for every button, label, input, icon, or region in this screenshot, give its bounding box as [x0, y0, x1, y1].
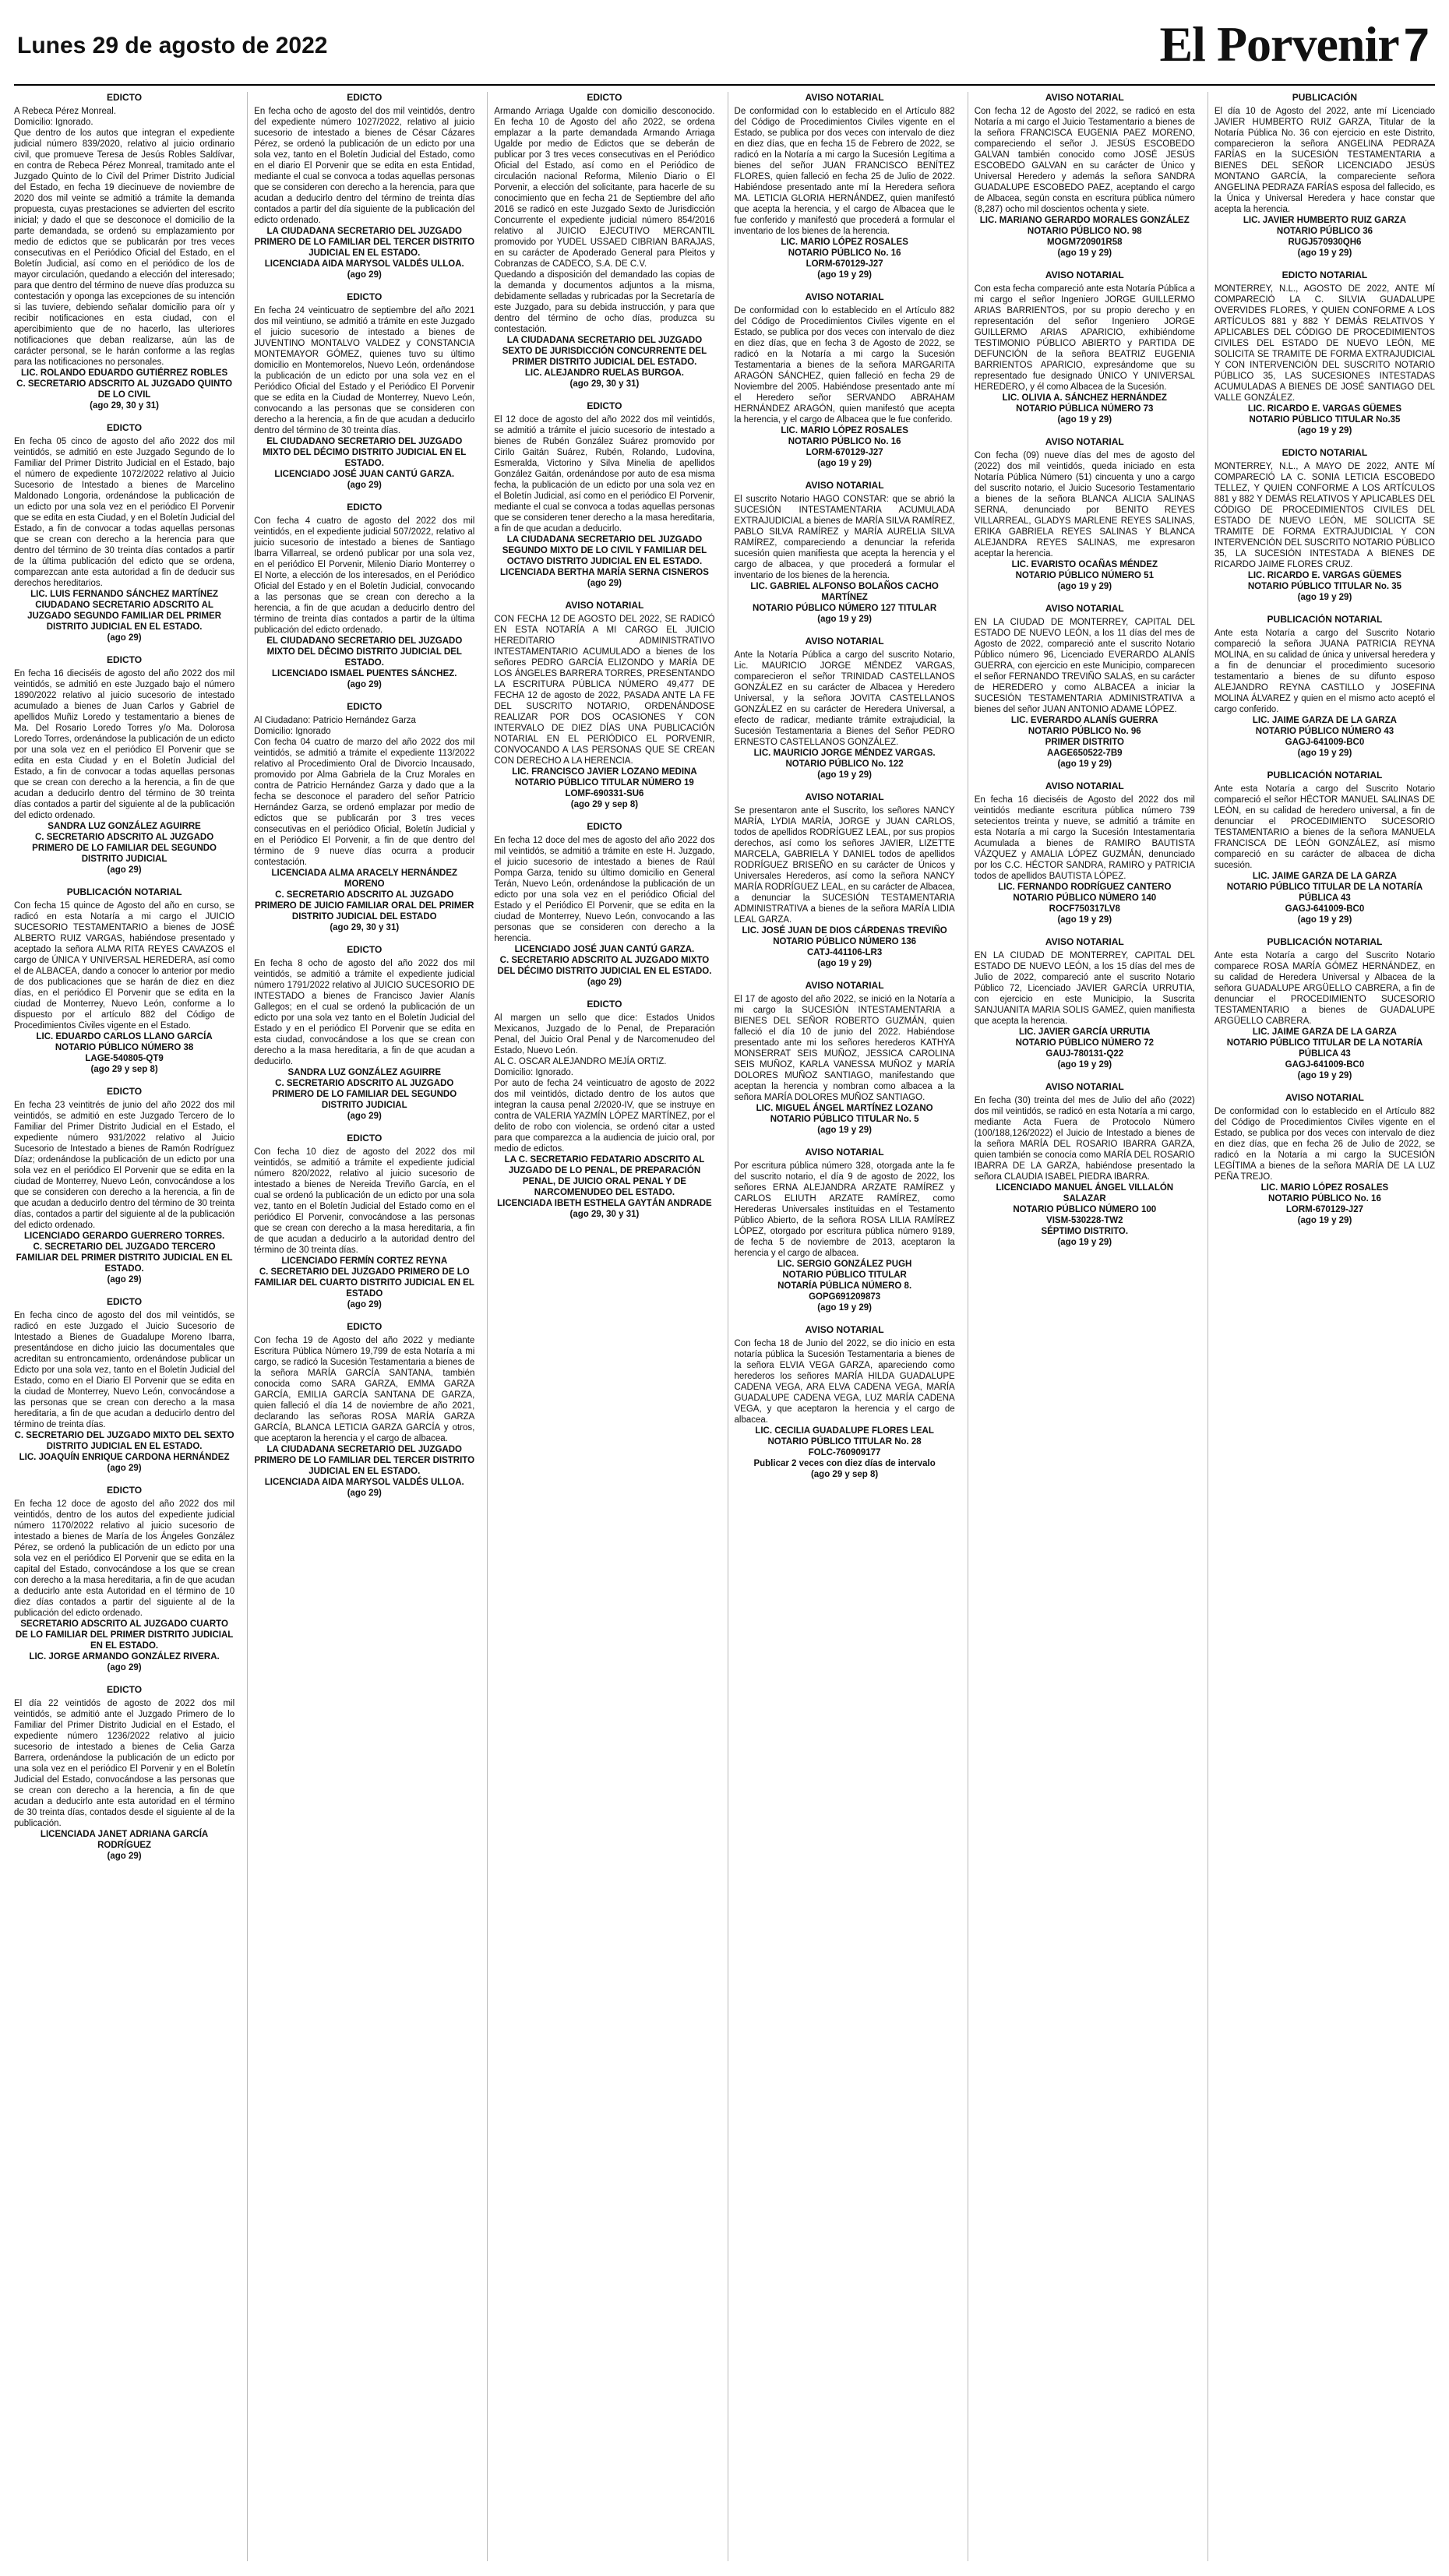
notice-signature: GAGJ-641009-BC0 — [1285, 904, 1365, 914]
notice-signature: LICENCIADA BERTHA MARÍA SERNA CISNEROS — [499, 568, 709, 577]
legal-notice — [975, 436, 1195, 592]
notice-title: AVISO NOTARIAL — [805, 791, 884, 802]
legal-notice — [1215, 614, 1435, 759]
legal-notice — [14, 1485, 234, 1673]
publication-dates: (ago 29) — [347, 1489, 382, 1498]
notice-body: En fecha cinco de agosto del dos mil veintidós, se radicó en este Juzgado el Juicio Sucesorio de Intestado a Bienes de Guadalupe Moreno Ibarra, presentándose en dicho juicio las documentales que acreditan su entroncamiento, ordenándose publicar un Edicto por una sola vez, tanto en el Boletín Judicial del Estado, como en el Diario El Porvenir que se edita en la ciudad de Monterrey, Nuevo León, convocándose a las personas que se crean con derecho a la masa hereditaria, a fin de que acudan a deducirlo dentro del término de treinta días. — [14, 1311, 235, 1429]
notice-body: El 12 doce de agosto del año 2022 dos mil veintidós, se admitió a trámite el juicio sucesorio de intestado a bienes de Rubén González Suárez promovido por Cirilo Gaitán Suárez, Rubén, Rolando, Ludovina, Esmeralda, Victorino y Silva Minelia de apellidos González Gaitán, ordenándose por auto de esa misma fecha, la publicación de un edicto por una sola vez en el Boletín Judicial, así como en el periódico El Porvenir, mediante el cual se convoca a todas aquellas personas que se consideren tener derecho a la masa hereditaria, a fin de que acudan a deducirlo. — [494, 415, 715, 534]
notice-title: PUBLICACIÓN NOTARIAL — [66, 886, 182, 897]
notice-signature: GAGJ-641009-BC0 — [1285, 738, 1365, 747]
notice-title: AVISO NOTARIAL — [1045, 436, 1124, 447]
legal-notice — [735, 980, 955, 1136]
notice-title: AVISO NOTARIAL — [1045, 603, 1124, 614]
publication-dates: (ago 29, 30 y 31) — [90, 401, 160, 411]
notice-signature: ROCF750317LV8 — [1049, 904, 1120, 914]
notice-signature: LIC. JAVIER HUMBERTO RUIZ GARZA — [1243, 216, 1407, 225]
notice-title: PUBLICACIÓN NOTARIAL — [1267, 614, 1383, 625]
publication-dates: (ago 29) — [347, 1300, 382, 1309]
notice-signature: LIC. GABRIEL ALFONSO BOLAÑOS CACHO MARTÍNEZ — [750, 582, 939, 602]
publication-dates: (ago 19 y 29) — [1057, 1060, 1112, 1070]
publication-dates: (ago 19 y 29) — [817, 459, 872, 468]
notice-signature: LICENCIADO JOSÉ JUAN CANTÚ GARZA. — [274, 470, 455, 479]
notice-body: Al margen un sello que dice: Estados Unidos Mexicanos, Juzgado de lo Penal, de Preparación Penal, del Juicio Oral Penal y de Narcomenudeo del Estado, Nuevo León. — [494, 1013, 715, 1055]
publication-dates: (ago 19 y 29) — [1297, 426, 1352, 435]
legal-notice — [975, 1081, 1195, 1248]
publication-dates: (ago 19 y 29) — [1057, 248, 1112, 258]
notice-signature: NOTARIO PÚBLICO TITULAR NÚMERO 19 — [515, 778, 694, 788]
masthead — [14, 0, 1435, 86]
notice-signature: NOTARIO PÚBLICO No. 16 — [1268, 1194, 1381, 1203]
notice-title: EDICTO — [107, 92, 143, 103]
notice-title: EDICTO — [587, 92, 622, 103]
notice-signature: NOTARIO PÚBLICO TITULAR No. 28 — [767, 1437, 922, 1447]
notice-signature: LIC. SERGIO GONZÁLEZ PUGH — [777, 1260, 912, 1269]
publication-dates: (ago 29) — [107, 865, 142, 875]
notice-signature: RUGJ570930QH6 — [1288, 238, 1362, 247]
notice-body: El día 10 de Agosto del 2022, ante mí Licenciado JAVIER HUMBERTO RUIZ GARZA, Titular de la Notaría Pública No. 36 con ejercicio en este Distrito, comparecieron la señora ANGELINA PEDRAZA FARÍAS en la SUCESIÓN TESTAMENTARIA a BIENES DEL SEÑOR LICENCIADO JESÚS MONTANO GARCÍA, la compareciente señora ANGELINA PEDRAZA FARÍAS esposa del fallecido, es la Única y Universal Heredera y hace constar que acepta la herencia. — [1214, 107, 1436, 214]
notice-signature: NOTARIO PÚBLICO No. 122 — [785, 759, 904, 769]
brand-name: El Porvenir — [1159, 16, 1399, 72]
publication-dates: (ago 29, 30 y 31) — [569, 379, 640, 389]
notice-signature: NOTARIO PÚBLICO NÚMERO 140 — [1013, 893, 1157, 903]
notice-signature: NOTARIO PÚBLICO TITULAR — [782, 1270, 907, 1280]
notice-body: Domicilio: Ignorado. — [494, 1068, 573, 1077]
notice-signature: MOGM720901R58 — [1047, 238, 1123, 247]
publication-dates: (ago 29) — [107, 1464, 142, 1473]
publication-dates: (ago 19 y 29) — [817, 770, 872, 780]
legal-notice — [254, 1321, 474, 1499]
publication-dates: (ago 29, 30 y 31) — [330, 923, 400, 932]
notice-signature: LIC. JOAQUÍN ENRIQUE CARDONA HERNÁNDEZ — [19, 1453, 230, 1462]
notice-title: EDICTO — [107, 1296, 143, 1307]
notice-body: Domicilio: Ignorado — [254, 727, 331, 736]
notice-signature: LIC. CECILIA GUADALUPE FLORES LEAL — [755, 1426, 934, 1436]
notice-signature: EL CIUDADANO SECRETARIO DEL JUZGADO MIXTO DEL DÉCIMO DISTRITO JUDICIAL DEL ESTADO. — [266, 636, 463, 668]
legal-notice — [254, 1133, 474, 1310]
publication-dates: (ago 19 y 29) — [1057, 415, 1112, 425]
legal-notice — [975, 92, 1195, 259]
legal-notices-columns — [14, 92, 1435, 2561]
legal-notice — [735, 92, 955, 280]
publication-dates: (ago 19 y 29) — [817, 270, 872, 280]
notice-body: MONTERREY, N.L., A MAYO DE 2022, ANTE MÍ COMPARECIÓ LA C. SONIA LETICIA ESCOBEDO TELLEZ, Y QUIEN CONFORME A LOS ARTÍCULOS 881 y 882 Y DEMÁS RELATIVOS Y APLICABLES DEL CÓDIGO DE PROCEDIMIENTOS CIVILES DEL ESTADO DE NUEVO LEÓN, ME SOLICITA SE TRAMITE DE FORMA EXTRAJUDICIAL Y CON INTERVENCIÓN DEL SUSCRITO NOTARIO PÚBLICO 35, LA SUCESIÓN INTESTADA A BIENES DE RICARDO JAIME FLORES CRUZ. — [1214, 462, 1436, 569]
legal-notice — [1215, 936, 1435, 1081]
notice-signature: NOTARIO PÚBLICO NÚMERO 43 — [1255, 727, 1394, 736]
publication-dates: (ago 29 y sep 8) — [810, 1470, 879, 1479]
notice-signature: AAGE650522-7B9 — [1047, 749, 1123, 758]
notice-signature: Publicar 2 veces con diez días de intervalo — [753, 1459, 936, 1468]
publication-dates: (ago 29) — [347, 481, 382, 490]
notice-body: EN LA CIUDAD DE MONTERREY, CAPITAL DEL ESTADO DE NUEVO LEÓN, a los 11 días del mes de Agosto de 2022, compareció ante el suscrito Notario Público número 96, Licenciado EVERARDO ALANÍS GUERRA, con ejercicio en este Municipio, comparecen el señor FERNANDO TREVIÑO SALAS, en su carácter de HEREDERO y como ALBACEA a iniciar la SUCESIÓN TESTAMENTARIA ADMINISTRATIVA a bienes del señor JUAN ANTONIO ADAME LÓPEZ. — [974, 618, 1195, 714]
publication-dates: (ago 19 y 29) — [817, 1126, 872, 1135]
publication-dates: (ago 19 y 29) — [1297, 749, 1352, 758]
legal-notice — [975, 603, 1195, 770]
notice-title: EDICTO — [107, 422, 143, 433]
notice-body: Al Ciudadano: Patricio Hernández Garza — [254, 716, 416, 725]
notice-signature: LIC. RICARDO E. VARGAS GÜEMES — [1247, 571, 1402, 580]
legal-notice — [254, 92, 474, 280]
notice-body: El día 22 veintidós de agosto de 2022 dos mil veintidós, se admitió ante el Juzgado Primero de lo Familiar del Primer Distrito Judicial en el Estado, el expediente número 1236/2022 relativo al juicio sucesorio de intestado a bienes de Celia Garza Barrera, ordenándose la publicación de un edicto por una sola vez en el periódico El Porvenir y en el Boletín Judicial del Estado, convocándose a las personas que se crean con derecho a la herencia, a fin de que acudan a deducirlo ante esta autoridad en el término de 30 treinta días, contados desde el siguiente al de la publicación. — [14, 1699, 235, 1828]
column-5 — [968, 92, 1195, 2561]
column-2 — [247, 92, 474, 2561]
notice-signature: LIC. EDUARDO CARLOS LLANO GARCÍA — [36, 1032, 213, 1041]
notice-signature: C. SECRETARIO DEL JUZGADO MIXTO DEL SEXTO DISTRITO JUDICIAL EN EL ESTADO. — [14, 1431, 234, 1451]
notice-body: El 17 de agosto del año 2022, se inició en la Notaría a mi cargo la SUCESIÓN INTESTAMENTARIA a BIENES DEL SEÑOR ROBERTO GUZMÁN, quien falleció el día 10 de junio del 2022. Habiéndose presentado ante mi los señores herederos KATHYA MONSERRAT SEIS MUÑOZ, JESSICA CAROLINA SEIS MUÑOZ, KARLA VANESSA MUÑOZ y MARÍA DOLORES MUÑOZ SANTIAGO, manifestando que aceptan la herencia y nombran como albacea a la señora MARÍA DOLORES MUÑOZ SANTIAGO. — [734, 995, 955, 1102]
publication-dates: (ago 19 y 29) — [1297, 593, 1352, 602]
publication-dates: (ago 29) — [107, 1275, 142, 1284]
notice-signature: LIC. MARIO LÓPEZ ROSALES — [781, 238, 908, 247]
notice-signature: NOTARIO PÚBLICO TITULAR DE LA NOTARÍA PÚBLICA 43 — [1226, 883, 1423, 903]
legal-notice — [14, 1684, 234, 1862]
notice-signature: GAGJ-641009-BC0 — [1285, 1060, 1365, 1070]
notice-title: AVISO NOTARIAL — [805, 480, 884, 491]
notice-title: EDICTO — [347, 291, 383, 302]
notice-signature: LIC. ALEJANDRO RUELAS BURGOA. — [524, 368, 684, 378]
notice-signature: LIC. FERNANDO RODRÍGUEZ CANTERO — [998, 883, 1172, 892]
notice-signature: SECRETARIO ADSCRITO AL JUZGADO CUARTO DE LO FAMILIAR DEL PRIMER DISTRITO JUDICIAL EN EL ESTADO. — [15, 1619, 234, 1651]
page-number: 7 — [1403, 19, 1429, 71]
notice-signature: LICENCIADO GERARDO GUERRERO TORRES. — [23, 1232, 225, 1241]
notice-body: EN LA CIUDAD DE MONTERREY, CAPITAL DEL ESTADO DE NUEVO LEÓN, a los 15 días del mes de Julio de 2022, compareció ante el suscrito Notario Público 72, Licenciado JAVIER GARCÍA URRUTIA, con ejercicio en este Municipio, la Suscrita SANJUANITA MARIA SOLIS GAMEZ, quien manifiesta que acepta la herencia. — [974, 951, 1195, 1026]
notice-signature: LA CIUDADANA SECRETARIO DEL JUZGADO PRIMERO DE LO FAMILIAR DEL TERCER DISTRITO JUDICIAL EN EL ESTADO. — [254, 1445, 475, 1476]
notice-signature: SANDRA LUZ GONZÁLEZ AGUIRRE — [48, 822, 201, 831]
notice-signature: NOTARIO PÚBLICO TITULAR No. 35 — [1247, 582, 1402, 591]
publication-dates: (ago 19 y 29) — [1057, 759, 1112, 769]
legal-notice — [254, 502, 474, 690]
legal-notice — [1215, 447, 1435, 603]
legal-notice — [975, 781, 1195, 925]
notice-signature: VISM-530228-TW2 — [1046, 1216, 1123, 1225]
notice-title: EDICTO — [347, 1133, 383, 1144]
notice-signature: LA CIUDADANA SECRETARIO DEL JUZGADO SEGUNDO MIXTO DE LO CIVIL Y FAMILIAR DEL OCTAVO DISTRITO JUDICIAL EN EL ESTADO. — [502, 535, 707, 566]
notice-body: El suscrito Notario HAGO CONSTAR: que se abrió la SUCESIÓN INTESTAMENTARIA ACUMULADA EXTRAJUDICIAL a bienes de MARÍA SILVA RAMÍREZ, PABLO SILVA RAMÍREZ y MARÍA AURELIA SILVA RAMÍREZ, compareciendo a denunciar la referida sucesión quien manifiesta que acepta la herencia y el cargo de albacea, y que procederá a formular el inventario de los bienes de la herencia. — [734, 495, 955, 580]
notice-body: Con fecha 10 diez de agosto del 2022 dos mil veintidós, se admitió a trámite el expediente judicial número 820/2022, relativo al juicio sucesorio de intestado a bienes de Nereida Treviño García, en el cual se ordenó la publicación de un edicto por una sola vez, tanto en el Boletín Judicial del Estado como en el periódico El Porvenir, convocándose a las personas que se crean con derecho a la masa hereditaria, a fin de que acudan a deducirlo a la autoridad dentro del término de 30 treinta días. — [254, 1147, 475, 1255]
notice-title: EDICTO — [107, 1485, 143, 1496]
notice-body: En fecha 16 dieciséis de agosto del año 2022 dos mil veintidós, se admitió en este Juzgado bajo el número 1890/2022 relativo al juicio sucesorio de intestado acumulado a bienes de Juan Carlos y Gabriel de apellidos Muñiz Loredo y testamentario a bienes de Ma. Del Rosario Loredo Torres y/o Ma. Dolorosa Loredo Torres, ordenándose la publicación de un edicto por una sola vez en el periódico El Porvenir que se edita en esta Ciudad y en el Boletín Judicial del Estado, a fin de convocar a todas aquellas personas que se crean con derecho a la herencia, a fin de que acudan a deducirlo dentro del término de 30 treinta días contados a partir del siguiente al de la publicación del edicto ordenado. — [14, 669, 235, 820]
notice-signature: LIC. JAVIER GARCÍA URRUTIA — [1018, 1027, 1151, 1037]
notice-signature: NOTARIO PÚBLICO No. 96 — [1028, 727, 1141, 736]
notice-signature: LA CIUDADANA SECRETARIO DEL JUZGADO SEXTO DE JURISDICCIÓN CONCURRENTE DEL PRIMER DISTRITO JUDICIAL DEL ESTADO. — [502, 336, 707, 367]
notice-title: AVISO NOTARIAL — [805, 1147, 884, 1158]
notice-signature: LA C. SECRETARIO FEDATARIO ADSCRITO AL JUZGADO DE LO PENAL, DE PREPARACIÓN PENAL, DE JUICIO ORAL PENAL Y DE NARCOMENUDEO DEL ESTADO. — [504, 1155, 705, 1197]
publication-dates: (ago 19 y 29) — [1297, 248, 1352, 258]
publication-dates: (ago 19 y 29) — [1297, 1071, 1352, 1080]
notice-body: En fecha (30) treinta del mes de Julio del año (2022) dos mil veintidós, se radicó en esta Notaría a mi cargo, mediante Acta Fuera de Protocolo Número (100/188,126/2022) el Juicio de Intestado a bienes de la señora MARÍA DEL ROSARIO IBARRA GARZA, quien también se conocía como MARÍA DEL ROSARIO IBARRA DE LA GARZA, habiéndose presentado la señora CLAUDIA ISABEL PIEDRA IBARRA. — [974, 1096, 1195, 1182]
notice-signature: NOTARIO PÚBLICO No. 16 — [788, 437, 901, 446]
notice-signature: LORM-670129-J27 — [806, 259, 883, 269]
notice-signature: NOTARIO PÚBLICO TITULAR DE LA NOTARÍA PÚBLICA 43 — [1226, 1038, 1423, 1059]
publication-dates: (ago 29 y sep 8) — [570, 800, 639, 809]
publication-dates: (ago 19 y 29) — [1297, 915, 1352, 925]
notice-signature: FOLC-760909177 — [808, 1448, 881, 1457]
notice-signature: LIC. JAIME GARZA DE LA GARZA — [1252, 716, 1397, 725]
notice-signature: NOTARIO PÚBLICO NÚMERO 51 — [1015, 571, 1154, 580]
notice-body: En fecha 16 dieciséis de Agosto del 2022 dos mil veintidós mediante escritura pública número 739 setecientos treinta y nueve, se admitió a trámite en esta Notaría a mi cargo la Sucesión Intestamentaria Acumulada a bienes de RAMIRO BAUTISTA VÁZQUEZ y AMALIA LÓPEZ GUZMÁN, denunciado por los C.C. HÉCTOR SANDRA, RAMIRO y PATRICIA todos de apellidos BAUTISTA LÓPEZ. — [974, 795, 1195, 881]
notice-title: EDICTO — [587, 999, 622, 1010]
legal-notice — [14, 1296, 234, 1474]
publication-dates: (ago 19 y 29) — [1057, 915, 1112, 925]
notice-signature: LICENCIADA JANET ADRIANA GARCÍA RODRÍGUEZ — [40, 1830, 209, 1850]
notice-title: AVISO NOTARIAL — [805, 291, 884, 302]
notice-title: AVISO NOTARIAL — [805, 636, 884, 647]
notice-body: En fecha 12 doce del mes de agosto del año 2022 dos mil veintidós, se admitió a trámite en este H. Juzgado, el juicio sucesorio de intestado a bienes de Raúl Pompa Garza, tenido su último domicilio en General Terán, Nuevo León, ordenándose la publicación de un edicto por una sola vez en el periódico Oficial del Estado y el Periódico El Porvenir, que se edita en la ciudad de Monterrey, Nuevo León, convocando a las personas que se consideren con derecho a la herencia. — [494, 836, 715, 943]
notice-title: PUBLICACIÓN — [1292, 92, 1358, 103]
notice-signature: NOTARIO PÚBLICO No. 16 — [788, 248, 901, 258]
notice-signature: LORM-670129-J27 — [1285, 1205, 1363, 1214]
notice-title: AVISO NOTARIAL — [805, 1324, 884, 1335]
notice-signature: C. SECRETARIO ADSCRITO AL JUZGADO PRIMERO DE LO FAMILIAR DEL SEGUNDO DISTRITO JUDICIAL — [32, 833, 217, 864]
notice-body: En fecha ocho de agosto del dos mil veintidós, dentro del expediente número 1027/2022, relativo al juicio sucesorio de intestado a bienes de César Cázares Pérez, se ordenó la publicación de un edicto por una sola vez, tanto en el Boletín Judicial del Estado, como en el diario El Porvenir que se edita en esta Entidad, mediante el cual se convoca a todas aquellas personas que se consideren con derecho a la herencia, para que acudan a deducirlo dentro del término de treinta días contados a partir del día siguiente de la publicación del edicto ordenado. — [254, 107, 475, 225]
notice-body: CON FECHA 12 DE AGOSTO DEL 2022, SE RADICÓ EN ESTA NOTARÍA A MI CARGO EL JUICIO HEREDITARIO ADMINISTRATIVO INTESTAMENTARIO ACUMULADO a bienes de los señores PEDRO GARCÍA ELIZONDO y MARÍA DE LOS ÁNGELES BARRERA TORRES, PRESENTANDO LA ESCRITURA PÚBLICA NÚMERO 49,477 DE FECHA 12 de agosto de 2022, PASADA ANTE LA FE DEL SUSCRITO NOTARIO, ORDENÁNDOSE REALIZAR POR DOS OCASIONES Y CON INTERVALO DE DIEZ DÍAS UNA PUBLICACIÓN NOTARIAL EN EL PERIÓDICO EL PORVENIR, CONVOCANDO A LAS PERSONAS QUE SE CREAN CON DERECHO A LA HERENCIA. — [494, 615, 715, 766]
legal-notice — [735, 1324, 955, 1480]
legal-notice — [1215, 270, 1435, 436]
notice-signature: NOTARIO PÚBLICO NÚMERO 136 — [773, 937, 916, 946]
notice-signature: LIC. JORGE ARMANDO GONZÁLEZ RIVERA. — [29, 1652, 220, 1662]
notice-signature: SÉPTIMO DISTRITO. — [1041, 1227, 1129, 1236]
notice-title: PUBLICACIÓN NOTARIAL — [1267, 936, 1383, 947]
notice-signature: C. SECRETARIO ADSCRITO AL JUZGADO PRIMERO DE JUICIO FAMILIAR ORAL DEL PRIMER DISTRITO JUDICIAL DEL ESTADO — [255, 890, 474, 922]
legal-notice — [254, 701, 474, 933]
notice-signature: CIUDADANO SECRETARIO ADSCRITO AL JUZGADO SEGUNDO FAMILIAR DEL PRIMER DISTRITO JUDICIAL EN EL ESTADO. — [27, 601, 222, 632]
notice-body: Ante esta Notaría a cargo del Suscrito Notario compareció la señora JUANA PATRICIA REYNA MOLINA, en su calidad de única y universal heredera y a fin de denunciar el procedimiento sucesorio testamentario a bienes de su difunto esposo ALEJANDRO REYNA CASTILLO y JOSEFINA MOLINA ÁLVAREZ y quien en el mismo acto aceptó el cargo conferido. — [1214, 629, 1436, 714]
notice-signature: LORM-670129-J27 — [806, 448, 883, 457]
notice-body: Armando Arriaga Ugalde con domicilio desconocido. En fecha 10 de Agosto del año 2022, se ordena emplazar a la parte demandada Armando Arriaga Ugalde por medio de Edictos que se deberán de publicar por 3 tres veces consecutivas en el Periódico Oficial del Estado, así como en el Periódico de circulación nacional Reforma, Milenio Diario o El Porvenir, a elección del solicitante, para hacerle de su conocimiento que en fecha 21 de Septiembre del año 2016 se radicó en este Juzgado Sexto de Jurisdicción Concurrente el expediente judicial número 854/2016 relativo al JUICIO EJECUTIVO MERCANTIL promovido por YUDEL USSAED CIBRIAN BARAJAS, en su carácter de Apoderado General para Pleitos y Cobranzas de CADECO, S.A. DE C.V. — [494, 107, 715, 269]
notice-signature: LICENCIADA AIDA MARYSOL VALDÉS ULLOA. — [264, 259, 464, 269]
legal-notice — [494, 600, 714, 810]
publication-dates: (ago 19 y 29) — [1057, 582, 1112, 591]
notice-title: AVISO NOTARIAL — [805, 980, 884, 991]
notice-signature: LICENCIADO MANUEL ÁNGEL VILLALÓN SALAZAR — [996, 1183, 1174, 1203]
publication-dates: (ago 29) — [107, 633, 142, 643]
notice-signature: LICENCIADO JOSÉ JUAN CANTÚ GARZA. — [514, 945, 695, 954]
legal-notice — [254, 944, 474, 1122]
notice-body: Con fecha 18 de Junio del 2022, se dio inicio en esta notaría pública la Sucesión Testamentaria a bienes de la señora ELVIA VEGA GARZA, apareciendo como herederos los señores MARÍA HILDA GUADALUPE CADENA VEGA, ARA ELVA CADENA VEGA, MARÍA GUADALUPE CADENA VEGA, LUZ MARÍA CADENA VEGA, y que aceptaron la herencia y el cargo de albacea. — [734, 1339, 955, 1425]
publication-dates: (ago 19 y 29) — [817, 615, 872, 624]
column-6 — [1208, 92, 1435, 2561]
notice-body: De conformidad con lo establecido en el Artículo 882 del Código de Procedimientos Civiles vigente en el Estado, se publica por dos veces con intervalo de diez en diez días, que en fecha 15 de Febrero de 2022, se radicó en la Notaría a mi cargo la Sucesión Legítima a bienes del señor JUAN FRANCISCO BENÍTEZ FLORES, quien falleció en fecha 25 de Julio de 2022. Habiéndose presentado ante mí la Heredera señora MA. LETICIA GLORIA HERNÁNDEZ, quien manifestó que acepta la herencia, y el cargo de Albacea que le fue conferido y manifestó que procederá a formular el inventario de los bienes de la herencia. — [734, 107, 955, 236]
notice-title: EDICTO — [107, 1684, 143, 1695]
notice-title: AVISO NOTARIAL — [1045, 92, 1124, 103]
notice-body: En fecha 8 ocho de agosto del año 2022 dos mil veintidós, se admitió a trámite el expediente judicial número 1791/2022 relativo al JUICIO SUCESORIO DE INTESTADO a bienes de Francisco Javier Alanís Gallegos; en el cual se ordenó la publicación de un edicto por una sola vez tanto en el Boletín Judicial del Estado y en el periódico El Porvenir que se edita en esta ciudad, convocándose a los que se crean con derecho a la masa hereditaria, a fin de que acudan a deducirlo. — [254, 959, 475, 1066]
notice-signature: C. SECRETARIO ADSCRITO AL JUZGADO MIXTO DEL DÉCIMO DISTRITO JUDICIAL EN EL ESTADO. — [497, 956, 712, 976]
notice-body: Ante esta Notaría a cargo del Suscrito Notario comparece ROSA MARÍA GÓMEZ HERNÁNDEZ, en su calidad de Heredera Universal y Albacea de la señora GUADALUPE ARGÜELLO CABRERA, a fin de denunciar el PROCEDIMIENTO SUCESORIO TESTAMENTARIO a bienes de GUADALUPE ARGÜELLO CABRERA. — [1214, 951, 1436, 1026]
publication-dates: (ago 29, 30 y 31) — [569, 1210, 640, 1219]
issue-date: Lunes 29 de agosto de 2022 — [17, 33, 328, 58]
notice-body: En fecha 24 veinticuatro de septiembre del año 2021 dos mil veintiuno, se admitió a trámite en este Juzgado el juicio sucesorio de intestado a bienes de JUVENTINO MONTALVO VALDEZ y CONSTANCIA MONTEMAYOR GÓMEZ, quienes tuvo su último domicilio en Montemorelos, Nuevo León, ordenándose la publicación de un edicto por una sola vez en el Periódico Oficial del Estado y el Periódico El Porvenir que se edita en la Ciudad de Monterrey, Nuevo León, convocando a las personas que se consideren con derecho a la herencia, a fin de que acudan a deducirlo dentro del término de 30 treinta días. — [254, 306, 475, 435]
notice-body: Con fecha 12 de Agosto del 2022, se radicó en esta Notaría a mi cargo el Juicio Testamentario a bienes de la señora FRANCISCA EUGENIA PAEZ MORENO, compareciendo el señor J. JESÚS ESCOBEDO GALVAN también conocido como JOSÉ JESÚS ESCOBEDO GALVAN en su carácter de Único y Universal Heredero y además la señora SANDRA GUADALUPE ESCOBEDO PAEZ, aceptando el cargo de Albacea, según consta en escritura pública número (8,287) ocho mil doscientos ochenta y siete. — [974, 107, 1195, 214]
notice-signature: LIC. MARIANO GERARDO MORALES GONZÁLEZ — [979, 216, 1190, 225]
notice-body: Con fecha 15 quince de Agosto del año en curso, se radicó en esta Notaría a mi cargo el JUICIO SUCESORIO TESTAMENTARIO a bienes de JOSÉ ALBERTO RUIZ VARGAS, habiéndose presentado y aceptado la señora ALMA RITA REYES CAVAZOS el cargo de ÚNICA Y UNIVERSAL HEREDERA, así como el de ALBACEA, dando a conocer lo anterior por medio de dos publicaciones que se harán de diez en diez días, en el periódico El Porvenir que se edita en la ciudad de Monterrey, Nuevo León, conforme a lo dispuesto por el artículo 882 del Código de Procedimientos Civiles vigente en el Estado. — [14, 901, 235, 1031]
notice-signature: LIC. JAIME GARZA DE LA GARZA — [1252, 872, 1397, 881]
publication-dates: (ago 19 y 29) — [817, 1303, 872, 1313]
publication-dates: (ago 29) — [347, 1112, 382, 1121]
notice-title: AVISO NOTARIAL — [805, 92, 884, 103]
notice-signature: LIC. MIGUEL ÁNGEL MARTÍNEZ LOZANO — [756, 1104, 933, 1113]
notice-signature: C. SECRETARIO DEL JUZGADO TERCERO FAMILIAR DEL PRIMER DISTRITO JUDICIAL EN EL ESTADO. — [16, 1242, 233, 1274]
notice-title: EDICTO — [587, 400, 622, 411]
notice-signature: NOTARIO PÚBLICO 36 — [1276, 227, 1373, 236]
notice-signature: GAUJ-780131-Q22 — [1045, 1049, 1124, 1059]
notice-body: En fecha 05 cinco de agosto del año 2022 dos mil veintidós, se admitió en este Juzgado Segundo de lo Familiar del Primer Distrito Judicial en el Estado, bajo el número de expediente 1072/2022 relativo al Juicio Sucesorio de Intestado a bienes de Marcelino Maldonado Longoria, ordenándose la publicación de un edicto por una sola vez en el periódico El Porvenir que se edita en esta Ciudad, y en el Boletín Judicial del Estado, a fin de convocar a todas aquellas personas que se crean con derecho a la herencia para que dentro del término de 30 treinta días contados a partir de la última publicación del edicto que se ordena, comparezcan ante esta autoridad a fin de deducir sus derechos hereditarios. — [14, 437, 235, 588]
notice-signature: LICENCIADO FERMÍN CORTEZ REYNA — [281, 1256, 448, 1266]
notice-signature: LICENCIADA IBETH ESTHELA GAYTÁN ANDRADE — [497, 1199, 712, 1208]
legal-notice — [735, 1147, 955, 1313]
notice-signature: LIC. EVARISTO OCAÑAS MÉNDEZ — [1011, 560, 1158, 569]
legal-notice — [735, 480, 955, 625]
legal-notice — [1215, 770, 1435, 925]
notice-signature: LICENCIADO ISMAEL PUENTES SÁNCHEZ. — [272, 669, 457, 678]
publication-dates: (ago 29) — [107, 1663, 142, 1672]
notice-title: AVISO NOTARIAL — [1045, 936, 1124, 947]
legal-notice — [14, 1086, 234, 1285]
notice-signature: PRIMER DISTRITO — [1045, 738, 1124, 747]
publication-dates: (ago 29) — [107, 1852, 142, 1861]
notice-signature: LIC. MARIO LÓPEZ ROSALES — [781, 426, 908, 435]
notice-title: EDICTO NOTARIAL — [1282, 270, 1368, 280]
legal-notice — [14, 886, 234, 1075]
notice-body: Con fecha 19 de Agosto del año 2022 y mediante Escritura Pública Número 19,799 de esta Notaría a mi cargo, se radicó la Sucesión Testamentaria a bienes de la señora MARÍA GARCÍA SANTANA, también conocida como SARA GARZA, EMMA GARZA GARCÍA, EMILIA GARCÍA SANTANA DE GARZA, quien falleció el día 14 de noviembre de año 2021, declarando las señoras ROSA MARÍA GARZA GARCÍA, BLANCA LETICIA GARZA GARCÍA y otros, que aceptaron la herencia y el cargo de albacea. — [254, 1336, 475, 1443]
notice-signature: LAGE-540805-QT9 — [85, 1054, 164, 1063]
notice-body: Con esta fecha compareció ante esta Notaría Pública a mi cargo el señor Ingeniero JORGE GUILLERMO ARIAS BARRIENTOS, por su propio derecho y en representación del señor Ingeniero JORGE GUILLERMO ARIAS APARICIO, exhibiéndome TESTIMONIO PÚBLICO ABIERTO y PARTIDA DE DEFUNCIÓN de la señora BEATRIZ EUGENIA BARRIENTOS APARICIO, expresándome que su representado fue designado ÚNICO Y UNIVERSAL HEREDERO, y él como Albacea de la Sucesión. — [974, 284, 1195, 392]
notice-title: EDICTO — [587, 821, 622, 832]
notice-body: Quedando a disposición del demandado las copias de la demanda y documentos adjuntos a la misma, debidamente selladas y rubricadas por la Secretaría de este Juzgado, para su debida instrucción, y para que dentro del término de ocho días, produzca su contestación. — [494, 270, 715, 334]
notice-body: Por escritura pública número 328, otorgada ante la fe del suscrito notario, el día 9 de agosto de 2022, los señores ERNA ALEJANDRA ARZATE RAMÍREZ y CARLOS ELIUTH ARZATE RAMÍREZ, como Herederas Universales instituidas en el Testamento Público Abierto, de la señora ROSA LILIA RAMÍREZ LÓPEZ, otorgado por escritura pública número 9189, de fecha 5 de noviembre de 2013, aceptaron la herencia y el cargo de albacea. — [734, 1161, 955, 1258]
notice-signature: EL CIUDADANO SECRETARIO DEL JUZGADO MIXTO DEL DÉCIMO DISTRITO JUDICIAL EN EL ESTADO. — [263, 437, 467, 468]
legal-notice — [1215, 1092, 1435, 1226]
notice-signature: NOTARÍA PÚBLICA NÚMERO 8. — [777, 1281, 912, 1291]
notice-title: AVISO NOTARIAL — [1045, 781, 1124, 791]
notice-title: EDICTO — [347, 92, 383, 103]
notice-signature: NOTARIO PÚBLICO NÚMERO 72 — [1015, 1038, 1154, 1048]
notice-signature: C. SECRETARIO DEL JUZGADO PRIMERO DE LO FAMILIAR DEL CUARTO DISTRITO JUDICIAL EN EL ESTADO — [254, 1267, 474, 1299]
notice-title: AVISO NOTARIAL — [565, 600, 644, 611]
notice-title: EDICTO — [107, 1086, 143, 1097]
publication-dates: (ago 29 y sep 8) — [90, 1065, 158, 1074]
legal-notice — [494, 92, 714, 389]
notice-signature: NOTARIO PÚBLICO TITULAR No.35 — [1249, 415, 1401, 425]
notice-signature: LIC. FRANCISCO JAVIER LOZANO MEDINA — [512, 767, 697, 777]
notice-body: En fecha 12 doce de agosto del año 2022 dos mil veintidós, dentro de los autos del expediente judicial número 1170/2022 relativo al juicio sucesorio de intestado a bienes de María de los Ángeles González Pérez, se ordenó la publicación de un edicto por una sola vez en el periódico El Porvenir que se edita en la capital del Estado, convocándose a los que se crean con derecho a la masa hereditaria, a fin de que acudan a deducirlo ante esta Autoridad en el término de 10 diez días contados a partir del siguiente al de la publicación del edicto ordenado. — [14, 1499, 235, 1618]
column-1 — [14, 92, 234, 2561]
legal-notice — [494, 821, 714, 988]
publication-dates: (ago 29) — [347, 680, 382, 689]
notice-signature: LA CIUDADANA SECRETARIO DEL JUZGADO PRIMERO DE LO FAMILIAR DEL TERCER DISTRITO JUDICIAL EN EL ESTADO. — [254, 227, 475, 258]
notice-signature: GOPG691209873 — [809, 1292, 881, 1302]
legal-notice — [14, 422, 234, 643]
notice-title: EDICTO — [347, 701, 383, 712]
notice-body: Con fecha 4 cuatro de agosto del 2022 dos mil veintidós, en el expediente judicial 507/2022, relativo al juicio sucesorio de intestado a bienes de Santiago Ibarra Villarreal, se ordenó publicar por una sola vez, en el periódico El Porvenir, Milenio Diario Monterrey o El Norte, a elección de los interesados, en el Periódico Oficial del Estado y en el Boletín Judicial, convocando a las personas que se crean con derecho a la herencia, a fin de que acudan a deducirlo dentro del término de treinta días contados a partir de la última publicación del edicto ordenado. — [254, 516, 475, 635]
legal-notice — [14, 654, 234, 876]
notice-signature: LIC. JAIME GARZA DE LA GARZA — [1252, 1027, 1397, 1037]
legal-notice — [975, 270, 1195, 425]
notice-title: PUBLICACIÓN NOTARIAL — [1267, 770, 1383, 781]
legal-notice — [1215, 92, 1435, 259]
notice-signature: SANDRA LUZ GONZÁLEZ AGUIRRE — [287, 1068, 442, 1077]
legal-notice — [735, 791, 955, 969]
notice-signature: LIC. OLIVIA A. SÁNCHEZ HERNÁNDEZ — [1002, 393, 1167, 403]
notice-body: Ante la Notaría Pública a cargo del suscrito Notario, Lic. MAURICIO JORGE MÉNDEZ VARGAS, comparecieron el señor TRINIDAD CASTELLANOS GONZÁLEZ en su carácter de Albacea y Heredero Universal, y la señora JOVITA CASTELLANOS GONZÁLEZ en su carácter de Heredera Universal, a efecto de radicar, mediante trámite extrajudicial, la Sucesión Testamentaria a Bienes del Señor PEDRO ERNESTO CASTELLANOS GONZÁLEZ. — [734, 650, 955, 747]
publication-dates: (ago 19 y 29) — [1057, 1238, 1112, 1247]
notice-body: De conformidad con lo establecido en el Artículo 882 del Código de Procedimientos Civiles vigente en el Estado, se publica por dos veces con intervalo de diez en diez días, que en fecha 26 de Julio de 2022, se radicó en la Notaría a mi cargo la SUCESIÓN LEGÍTIMA a bienes de la señora MARÍA DE LA LUZ PEÑA TREJO. — [1214, 1107, 1436, 1182]
notice-signature: C. SECRETARIO ADSCRITO AL JUZGADO QUINTO DE LO CIVIL — [16, 379, 233, 400]
notice-signature: LIC. JOSÉ JUAN DE DIOS CÁRDENAS TREVIÑO — [742, 926, 947, 936]
legal-notice — [975, 936, 1195, 1070]
notice-body: Ante esta Notaría a cargo del Suscrito Notario compareció el señor HÉCTOR MANUEL SALINAS DE LEÓN, en su calidad de heredero universal, a fin de denunciar el PROCEDIMIENTO SUCESORIO TESTAMENTARIO a bienes de la señora MANUELA FRANCISCA DE LEÓN GONZÁLEZ, así mismo compareció en su carácter de albacea de dicha sucesión. — [1214, 784, 1436, 870]
legal-notice — [735, 291, 955, 469]
notice-title: EDICTO NOTARIAL — [1282, 447, 1368, 458]
notice-signature: LIC. RICARDO E. VARGAS GÜEMES — [1247, 404, 1402, 414]
notice-signature: LOMF-690331-SU6 — [565, 789, 644, 798]
notice-title: AVISO NOTARIAL — [1285, 1092, 1364, 1103]
notice-signature: LIC. ROLANDO EDUARDO GUTIÉRREZ ROBLES — [21, 368, 228, 378]
notice-body: Que dentro de los autos que integran el expediente judicial número 839/2020, relativo al juicio ordinario civil, que promueve Teresa de Jesús Robles Saldívar, en contra de Rebeca Pérez Monreal, tramitado ante el Juzgado Quinto de lo Civil del Primer Distrito Judicial del Estado, en fecha 19 diecinueve de noviembre de 2020 dos mil veinte se admitió a trámite la demanda propuesta, cuyas prestaciones se advierten del escrito inicial; y dado el que se desconoce el domicilio de la parte demandada, se ordenó su emplazamiento por medio de edictos que se publicarán por tres veces consecutivas en el Periódico Oficial del Estado, en el Boletín Judicial, así como en el periódico de los de mayor circulación, quedando a elección del interesado; para que dentro del término de nueve días produzca su contestación y oponga las excepciones de su intención si las tuviere, debiendo señalar domicilio para oír y recibir notificaciones en esta ciudad, con el apercibimiento que de no hacerlo, las ulteriores notificaciones que deban realizarse, aún las de carácter personal, se le harán conforme a las reglas para las notificaciones no personales. — [14, 129, 235, 367]
notice-signature: LICENCIADA AIDA MARYSOL VALDÉS ULLOA. — [264, 1478, 464, 1487]
notice-signature: LIC. LUIS FERNANDO SÁNCHEZ MARTÍNEZ — [30, 590, 219, 599]
column-3 — [487, 92, 714, 2561]
notice-body: En fecha 23 veintitrés de junio del año 2022 dos mil veintidós, se admitió en este Juzgado Tercero de lo Familiar del Primer Distrito Judicial en el Estado, el expediente número 931/2022 relativo al Juicio Sucesorio de Intestado a bienes de Ramón Rodríguez Díaz; ordenándose la publicación de un edicto por una sola vez en el periódico El Porvenir que se edita en la ciudad de Monterrey, Nuevo León, convocándose a los que se consideren con derecho a la herencia, a fin de que acudan a deducirlo dentro del término de 30 treinta días, contados a partir del siguiente al de la publicación del edicto ordenado. — [14, 1101, 235, 1230]
notice-body: Domicilio: Ignorado. — [14, 118, 93, 127]
newspaper-logo — [1159, 16, 1429, 73]
publication-dates: (ago 19 y 29) — [817, 959, 872, 968]
notice-body: MONTERREY, N.L., AGOSTO DE 2022, ANTE MÍ COMPARECIÓ LA C. SILVIA GUADALUPE OVERVIDES FLORES, Y QUIEN CONFORME A LOS ARTÍCULOS 881 y 882 Y DEMÁS RELATIVOS Y APLICABLES DEL CÓDIGO DE PROCEDIMIENTOS CIVILES DEL ESTADO DE NUEVO LEÓN, ME SOLICITA SE TRAMITE DE FORMA EXTRAJUDICIAL Y CON INTERVENCIÓN DEL SUSCRITO NOTARIO PÚBLICO 35, LAS SUCESIONES INTESTADAS ACUMULADAS A BIENES DE JOSÉ SANTIAGO DEL VALLE GONZÁLEZ. — [1214, 284, 1436, 403]
notice-title: EDICTO — [347, 1321, 383, 1332]
publication-dates: (ago 29) — [347, 270, 382, 280]
publication-dates: (ago 29) — [587, 579, 622, 588]
legal-notice — [494, 999, 714, 1220]
notice-signature: LIC. MAURICIO JORGE MÉNDEZ VARGAS. — [753, 749, 936, 758]
legal-notice — [494, 400, 714, 589]
notice-body: De conformidad con lo establecido en el Artículo 882 del Código de Procedimientos Civiles vigente en el Estado, se publica por dos veces con intervalo de diez en diez días, que en fecha 3 de Agosto de 2022, se radicó en la Notaría a mi cargo la Sucesión Testamentaria a bienes de la señora MARGARITA ARAGÓN SÁNCHEZ, quien falleció en fecha 29 de Noviembre del 2005. Habiéndose presentado ante mí el Heredero señor SERVANDO ABRAHAM HERNÁNDEZ ARAGÓN, quien manifestó que acepta la herencia, y el cargo de Albacea que le fue conferido. — [734, 306, 955, 425]
notice-signature: NOTARIO PÚBLICO TITULAR No. 5 — [770, 1115, 919, 1124]
notice-body: Con fecha 04 cuatro de marzo del año 2022 dos mil veintidós, se admitió a trámite el expediente 113/2022 relativo al Procedimiento Oral de Divorcio Incausado, promovido por Alma Gabriela de la Cruz Morales en contra de Patricio Hernández Garza y dado que a la fecha se desconoce el paradero del señor Patricio Hernández Garza, se ordenó emplazar por medio de edictos que se publicarán por 3 tres veces consecutivas en el periódico Oficial, Boletín Judicial y en el Periódico El Porvenir, a fin de que dentro del término de 9 nueve días ocurra a producir contestación. — [254, 738, 475, 867]
notice-signature: LIC. MARIO LÓPEZ ROSALES — [1260, 1183, 1389, 1193]
publication-dates: (ago 29) — [587, 978, 622, 987]
notice-body: Por auto de fecha 24 veinticuatro de agosto de 2022 dos mil veintidós, dictado dentro de los autos que integran la causa penal 2/2020-IV, que se instruye en contra de VALERIA YAZMÍN LÓPEZ MARTÍNEZ, por el delito de robo con violencia, se ordenó citar a usted para que comparezca a la audiencia de juicio oral, por medio de edictos. — [494, 1079, 715, 1154]
notice-signature: NOTARIO PÚBLICO NÚMERO 127 TITULAR — [753, 604, 937, 613]
notice-title: EDICTO — [107, 654, 143, 665]
notice-title: AVISO NOTARIAL — [1045, 270, 1124, 280]
notice-signature: LICENCIADA ALMA ARACELY HERNÁNDEZ MORENO — [271, 869, 458, 889]
notice-signature: NOTARIO PÚBLICO NÚMERO 100 — [1013, 1205, 1157, 1214]
notice-signature: LIC. EVERARDO ALANÍS GUERRA — [1010, 716, 1158, 725]
notice-body: Se presentaron ante el Suscrito, los señores NANCY MARÍA, LYDIA MARÍA, JORGE y JUAN CARLOS, todos de apellidos RODRÍGUEZ LEAL, por sus propios derechos, así como los señores JAVIER, LIZETTE MARCELA, GABRIELA Y DANIEL todos de apellidos RODRÍGUEZ BRISEÑO en su carácter de Únicos y Universales Herederos, así como la señora NANCY MARÍA RODRÍGUEZ LEAL, en su carácter de Albacea, a denunciar la SUCESIÓN TESTAMENTARIA ADMINISTRATIVA a bienes de la señora MARÍA LIDIA LEAL GARZA. — [734, 806, 955, 925]
notice-signature: NOTARIO PÚBLICO NÚMERO 38 — [55, 1043, 194, 1052]
notice-body: A Rebeca Pérez Monreal. — [14, 107, 117, 116]
legal-notice — [735, 636, 955, 781]
publication-dates: (ago 19 y 29) — [1297, 1216, 1352, 1225]
notice-signature: NOTARIO PÚBLICO NO. 98 — [1027, 227, 1142, 236]
notice-signature: NOTARIO PÚBLICA NÚMERO 73 — [1016, 404, 1154, 414]
legal-notice — [254, 291, 474, 491]
notice-signature: C. SECRETARIO ADSCRITO AL JUZGADO PRIMERO DE LO FAMILIAR DEL SEGUNDO DISTRITO JUDICIAL — [272, 1079, 457, 1110]
notice-title: AVISO NOTARIAL — [1045, 1081, 1124, 1092]
legal-notice — [14, 92, 234, 411]
notice-body: AL C. OSCAR ALEJANDRO MEJÍA ORTIZ. — [494, 1057, 667, 1066]
notice-title: EDICTO — [347, 502, 383, 513]
notice-title: EDICTO — [347, 944, 383, 955]
notice-body: Con fecha (09) nueve días del mes de agosto del (2022) dos mil veintidós, queda iniciado en esta Notaría Pública Número (51) cincuenta y uno a cargo del suscrito notario, el Juicio Sucesorio Testamentario a bienes de la señora BLANCA ALICIA SALINAS SERNA, denunciado por BENITO REYES VILLARREAL, GLADYS MARLENE REYES SALINAS, ERIKA GABRIELA REYES SALINAS Y BLANCA ALEJANDRA REYES SALINAS, me expresaron aceptar la herencia. — [974, 451, 1195, 559]
column-4 — [728, 92, 955, 2561]
notice-signature: CATJ-441106-LR3 — [806, 948, 883, 957]
